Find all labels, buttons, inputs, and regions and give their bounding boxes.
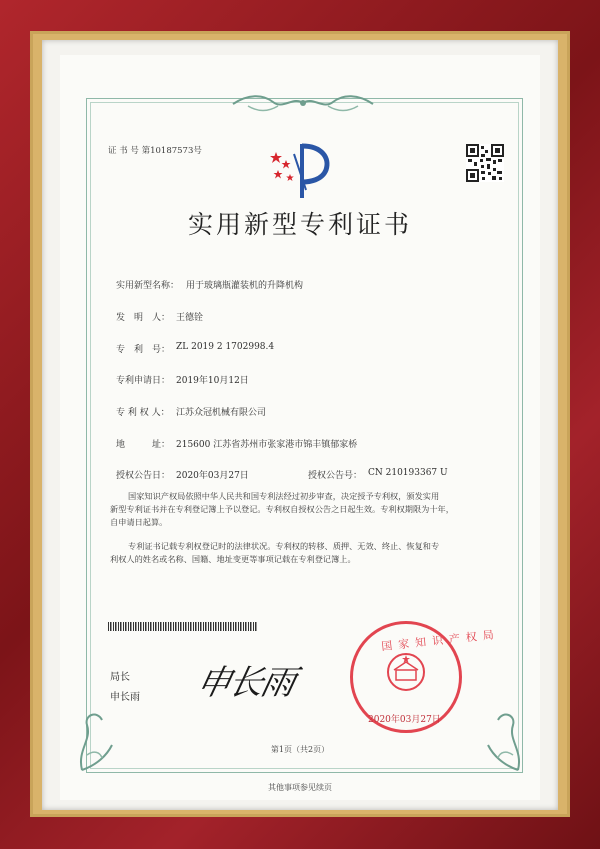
grant-number-value: CN 210193367 U: [368, 468, 448, 478]
director-name: 申长雨: [110, 692, 140, 703]
seal-text: 国家知识产权局: [380, 627, 501, 654]
patentee-value: 江苏众冠机械有限公司: [176, 408, 267, 418]
inventor-value: 王德铨: [176, 313, 204, 323]
footer-note: 其他事项参见续页: [268, 783, 332, 792]
seal-emblem-icon: [384, 650, 428, 694]
seal-date: 2020年03月27日: [368, 715, 441, 725]
director-title: 局长: [110, 672, 130, 683]
paragraph-line: 利权人的姓名或名称、国籍、地址变更等事项记载在专利登记簿上。: [110, 554, 356, 564]
name-value: 用于玻璃瓶灌装机的升降机构: [186, 281, 304, 291]
qr-code-icon: [466, 144, 504, 182]
patent-number-value: ZL 2019 2 1702998.4: [176, 342, 275, 352]
paragraph-line: 自申请日起算。: [110, 517, 168, 527]
application-date-label: 专利申请日：: [116, 376, 171, 386]
paragraph-line: 国家知识产权局依照中华人民共和国专利法经过初步审查，决定授予专利权，颁发实用: [128, 491, 440, 501]
patentee-label: 专 利 权 人：: [116, 408, 170, 418]
name-label: 实用新型名称：: [116, 281, 180, 291]
barcode-icon: [108, 622, 258, 631]
director-signature: 申长雨: [193, 663, 298, 703]
patent-office-logo-icon: [264, 140, 340, 202]
certificate-number: 证 书 号 第10187573号: [108, 146, 202, 156]
inventor-label: 发 明 人：: [116, 313, 171, 323]
paragraph-line: 专利证书记载专利权登记时的法律状况。专利权的转移、质押、无效、终止、恢复和专: [128, 541, 440, 551]
grant-number-label: 授权公告号：: [308, 471, 363, 481]
corner-ornament-icon: [478, 700, 528, 775]
patent-number-label: 专 利 号：: [116, 345, 171, 355]
address-label: 地 址：: [116, 440, 171, 450]
grant-date-value: 2020年03月27日: [176, 471, 249, 481]
corner-ornament-icon: [72, 700, 122, 775]
page-number: 第1页（共2页）: [270, 745, 330, 754]
paragraph-line: 新型专利证书并在专利登记簿上予以登记。专利权自授权公告之日起生效。专利权期限为十年，: [110, 504, 454, 514]
grant-date-label: 授权公告日：: [116, 471, 171, 481]
certificate-title: 实用新型专利证书: [187, 210, 412, 239]
address-value: 215600 江苏省苏州市张家港市锦丰镇郁家桥: [176, 440, 358, 450]
top-ornament-icon: [228, 92, 378, 114]
application-date-value: 2019年10月12日: [176, 376, 249, 386]
